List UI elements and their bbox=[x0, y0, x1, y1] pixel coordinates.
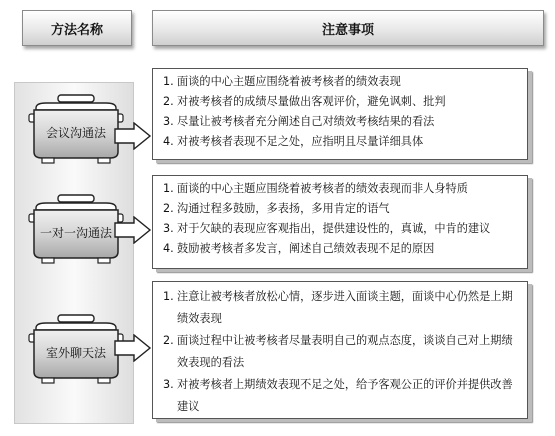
pot-shape-2 bbox=[28, 194, 124, 266]
list-item: 3. 对被考核者上期绩效表现不足之处，给予客观公正的评价并提供改善建议 bbox=[163, 378, 513, 413]
method-label-3: 室外聊天法 bbox=[45, 346, 106, 360]
notes-box-3 bbox=[152, 281, 528, 419]
method-name-header: 方法名称 bbox=[22, 10, 132, 46]
arrow-right-icon bbox=[114, 122, 152, 150]
notes-box-1 bbox=[152, 68, 528, 160]
list-item: 2. 面谈过程中让被考核者尽量表明自己的观点态度，谈谈自己对上期绩效表现的看法 bbox=[163, 334, 513, 369]
pot-shape-3 bbox=[28, 314, 124, 386]
method-label-2: 一对一沟通法 bbox=[39, 226, 112, 240]
list-item: 2. 对被考核者的成绩尽量做出客观评价，避免讽刺、批判 bbox=[163, 95, 446, 108]
arrow-right-icon bbox=[114, 216, 152, 244]
list-item: 1. 注意让被考核者放松心情，逐步进入面谈主题，面谈中心仍然是上期绩效表现 bbox=[163, 290, 513, 325]
list-item: 1. 面谈的中心主题应围绕着被考核者的绩效表现而非人身特质 bbox=[163, 182, 468, 195]
arrow-right-icon bbox=[114, 334, 152, 362]
list-item: 1. 面谈的中心主题应围绕着被考核者的绩效表现 bbox=[163, 75, 401, 88]
list-item: 4. 鼓励被考核者多发言，阐述自己绩效表现不足的原因 bbox=[163, 242, 435, 255]
notes-header: 注意事项 bbox=[152, 10, 544, 46]
list-item: 2. 沟通过程多鼓励，多表扬，多用肯定的语气 bbox=[163, 202, 390, 215]
list-item: 3. 对于欠缺的表现应客观指出，提供建设性的，真诚，中肯的建议 bbox=[163, 222, 491, 235]
notes-box-2 bbox=[152, 175, 528, 269]
method-label-1: 会议沟通法 bbox=[45, 126, 106, 140]
pot-shape-1 bbox=[28, 94, 124, 166]
list-item: 3. 尽量让被考核者充分阐述自己对绩效考核结果的看法 bbox=[163, 115, 435, 128]
list-item: 4. 对被考核者表现不足之处，应指明且尽量详细具体 bbox=[163, 135, 424, 148]
